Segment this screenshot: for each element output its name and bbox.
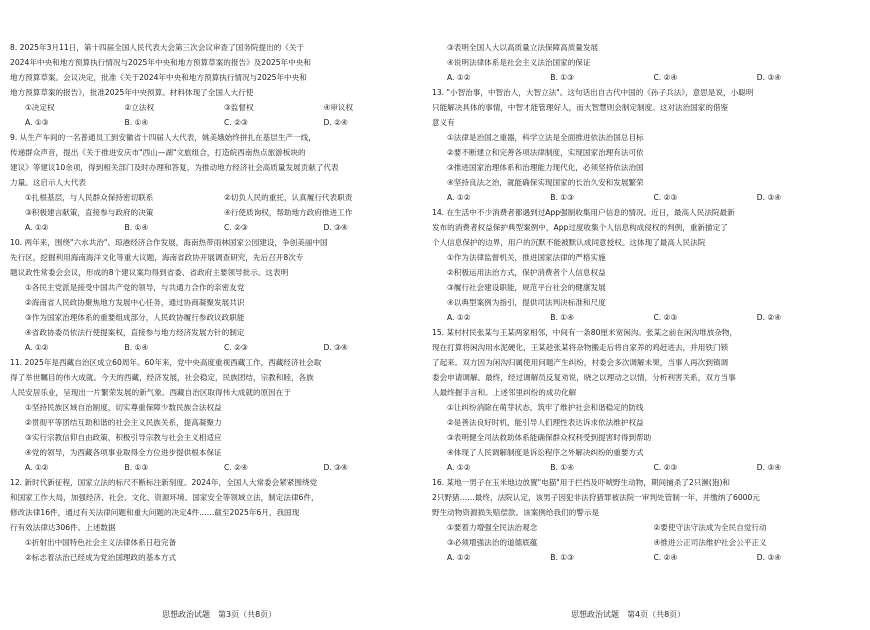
stem-line: 12. 新时代新征程，国家立法的标尺不断标注新刻度。2024年，全国人大常委会紧紧围绕党 [10, 478, 318, 487]
question-14 [432, 205, 860, 325]
option-b: B. ①④ [550, 463, 574, 472]
question-14-options [432, 310, 860, 325]
item: ④省政协委员依法行使提案权，直接参与地方经济发展方针的制定 [25, 328, 245, 337]
question-13-options [432, 190, 860, 205]
option-c: C. ②③ [653, 193, 678, 202]
option-d: D. ③④ [323, 343, 348, 352]
question-14-stem [432, 205, 860, 250]
question-12-stem [10, 475, 423, 535]
option-c: C. ②③ [653, 463, 678, 472]
stem-line: 得了举世瞩目的伟大成就。今天的西藏，经济发展，社会稳定，民族团结，宗教和睦，各族 [10, 373, 314, 382]
question-8 [10, 40, 423, 130]
option-b: B. ①③ [550, 73, 574, 82]
question-12 [10, 475, 423, 565]
stem-line: 传递群众声音，提出《关于推进安庆市"西山—湖"文旅组合，打造皖西南热点旅游板块的 [10, 148, 306, 157]
page-footer-left: 思想政治试题 第3页（共8页） [162, 610, 277, 619]
option-a: A. ①② [447, 463, 471, 472]
item: ②切负人民的重托，认真履行代表职责 [224, 193, 353, 202]
item: ①坚持民族区域自治制度，切实尊重保障少数民族合法权益 [25, 403, 222, 412]
option-b: B. ①④ [550, 313, 574, 322]
option-d: D. ③④ [756, 73, 782, 82]
item: ①决定权 [25, 103, 55, 112]
item: ①各民主党派是接受中国共产党的领导，与共通力合作的亲密友党 [25, 283, 245, 292]
stem-line: 力量。这启示人大代表 [10, 178, 86, 187]
stem-line: 委会申请调解。最终，经过调解员反复劝说，晓之以理动之以情，分析利害关系，双方当事 [432, 373, 736, 382]
question-16 [432, 475, 860, 565]
option-b: B. ①④ [124, 223, 149, 232]
question-10-options [10, 340, 423, 355]
left-page-column [10, 40, 423, 565]
question-11-stem [10, 355, 423, 400]
stem-line: 8. 2025年3月11日，第十四届全国人民代表大会第三次会议审查了国务院提出的《关于 [10, 43, 305, 52]
stem-line: 2只野猪……最终，法院认定，该男子因犯非法狩猎罪被法院一审判处管制一年，并缴纳了6000元 [432, 493, 760, 502]
stem-line: 16. 某地一男子在玉米地边放置"电猫"用于拦挡及吓唬野生动物，期间捕杀了2只濒(狍)和 [432, 478, 731, 487]
stem-line: 地方预算草案的报告》，批准2025年中央预算。材料体现了全国人大行使 [10, 88, 254, 97]
question-9-items-row1 [10, 190, 423, 205]
item: ②要不断建立和完善各项法律制度，实现国家治理有法可依 [447, 148, 644, 157]
option-b: B. ①③ [124, 463, 149, 472]
item: ③监督权 [224, 103, 254, 112]
stem-line: 只能解决具体的事情，中智才能管理好人，而大智慧则会制定制度。这对法治国家的借鉴 [432, 103, 729, 112]
stem-line: 行有效法律达306件。上述数据 [10, 523, 116, 532]
option-b: B. ①④ [124, 118, 149, 127]
stem-line: 现在打算将闲沟用水泥硬化，王某趁张某将杂物搬走后将自家养的鸡赶进去，并用铁门锁 [432, 343, 729, 352]
stem-line: 发布的消费者权益保护典型案例中，App过度收集个人信息构成侵权的判例，重新描定了 [432, 223, 728, 232]
item: ④推进公正司法维护社会公平正义 [653, 538, 767, 547]
stem-line: 15. 某村村民张某与王某两家相邻，中间有一条80厘米宽闲沟。张某之前在闲沟堆放杂物， [432, 328, 738, 337]
question-11-options [10, 460, 423, 475]
question-16-stem [432, 475, 860, 520]
option-b: B. ①③ [550, 553, 574, 562]
item: ④体现了人民调解制度是诉讼程序之外解决纠纷的重要方式 [447, 448, 644, 457]
right-page-column [432, 40, 860, 565]
item: ④行使质询权，帮助地方政府推进工作 [224, 208, 353, 217]
question-10-stem [10, 235, 423, 280]
item: ③积极建言献策，直接参与政府的决策 [25, 208, 154, 217]
option-d: D. ③④ [756, 193, 782, 202]
option-d: D. ③④ [323, 223, 348, 232]
item: ①作为法律监督机关，推进国家法律的严格实施 [447, 253, 606, 262]
item: ③推进国家治理体系和治理能力现代化，必须坚持依法治国 [447, 163, 644, 172]
item: ①法律是治国之重器，科学立法是全面推进依法治国总目标 [447, 133, 644, 142]
item: ③必须增强法治的道德底蕴 [447, 538, 538, 547]
stem-line: 和国家工作大局，加强经济、社会、文化、资源环境、国家安全等领域立法，制定法律6件， [10, 493, 319, 502]
item: ③实行宗教信仰自由政策，积极引导宗教与社会主义相适应 [25, 433, 222, 442]
option-d: D. ③④ [323, 463, 348, 472]
option-a: A. ①② [447, 313, 471, 322]
item: ③表明健全司法救助体系能确保群众权利受到提害时得到帮助 [447, 433, 652, 442]
option-d: D. ③④ [756, 463, 782, 472]
item: ②海南省人民政协聚焦地方发展中心任务，通过协商凝聚发展共识 [25, 298, 245, 307]
stem-line: 11. 2025年是西藏自治区成立60周年。60年来，党中央高度重视西藏工作，西藏经济社会取 [10, 358, 322, 367]
question-15 [432, 325, 860, 475]
question-11 [10, 355, 423, 475]
item: ②要使守法守法成为全民自觉行动 [653, 523, 767, 532]
item: ③表明全国人大以高质量立法保障高质量发展 [447, 43, 599, 52]
option-c: C. ②④ [653, 553, 678, 562]
question-16-items-row2 [432, 535, 860, 550]
item: ③履行社会建设职能，规范平台社会的健康发展 [447, 283, 606, 292]
stem-line: 13. "小智治事，中智治人，大智立法"。这句话出自古代中国的《孙子兵法》，意思是说，小聪明 [432, 88, 754, 97]
stem-line: 了起来。双方因为闲沟归属使用问题产生纠纷，村委会多次调解未果，当事人再次到镇调 [432, 358, 729, 367]
stem-line: 人民安居乐业，呈现出一片繁荣发展的新气象。西藏自治区取得伟大成就的原因在于 [10, 388, 291, 397]
stem-line: 人最终握手言和。上述邻里纠纷的成功化解 [432, 388, 577, 397]
stem-line: 10. 两年来，围绕"六水共治"、琼港经济合作发展，海南热带雨林国家公园建设，争创美丽中国 [10, 238, 328, 247]
option-a: A. ①② [447, 193, 471, 202]
option-a: A. ①② [25, 463, 49, 472]
item: ③作为国家治理体系的重要组成部分，人民政协履行参政议政职能 [25, 313, 245, 322]
stem-line: 个人信息保护的边界，用户的沉默不能被默认成同意授权。这体现了最高人民法院 [432, 238, 706, 247]
option-c: C. ②③ [224, 118, 248, 127]
option-d: D. ②④ [756, 313, 782, 322]
item: ②标志着法治已经成为党治国理政的基本方式 [25, 553, 177, 562]
stem-line: 2024年中央和地方预算执行情况与2025年中央和地方预算草案的报告》及2025年中央和 [10, 58, 311, 67]
option-a: A. ①③ [25, 118, 49, 127]
stem-line: 地方预算草案。会议决定，批准《关于2024年中央和地方预算执行情况与2025年中央和 [10, 73, 307, 82]
question-9-options [10, 220, 423, 235]
option-c: C. ②③ [224, 223, 248, 232]
page-footer-right: 思想政治试题 第4页（共8页） [571, 610, 686, 619]
question-10 [10, 235, 423, 355]
option-d: D. ③④ [756, 553, 782, 562]
item: ②立法权 [124, 103, 155, 112]
question-13-stem [432, 85, 860, 130]
option-b: B. ①④ [124, 343, 149, 352]
option-a: A. ①② [25, 223, 49, 232]
item: ②是善法良好时机，能引导人们理性表达诉求依法维护权益 [447, 418, 644, 427]
question-8-options [10, 115, 423, 130]
item: ④审议权 [323, 103, 354, 112]
item: ②贯彻平等团结互助和谐的社会主义民族关系，提高凝聚力 [25, 418, 222, 427]
option-b: B. ①③ [550, 193, 574, 202]
item: ④党的领导，为西藏各项事业取得全方位进步提供根本保证 [25, 448, 222, 457]
option-a: A. ①② [447, 73, 471, 82]
item: ①扎根基层，与人民群众保持密切联系 [25, 193, 154, 202]
item: ①让纠纷消除在萌芽状态，筑牢了维护社会和谐稳定的防线 [447, 403, 644, 412]
question-8-stem [10, 40, 423, 100]
question-8-items [10, 100, 423, 115]
item: ④说明法律体系是社会主义法治国家的保证 [447, 58, 591, 67]
question-15-stem [432, 325, 860, 400]
question-16-options [432, 550, 860, 565]
question-13 [432, 85, 860, 205]
option-a: A. ①② [447, 553, 471, 562]
question-15-options [432, 460, 860, 475]
item: ①折射出中国特色社会主义法律体系日趋完备 [25, 538, 177, 547]
option-c: C. ②④ [224, 463, 248, 472]
stem-line: 野生动物资源损失赔偿款。该案例给我们的警示是 [432, 508, 600, 517]
item: ①要着力增强全民法治观念 [447, 523, 538, 532]
option-d: D. ②④ [323, 118, 348, 127]
stem-line: 意义有 [432, 118, 455, 127]
question-12-continued [432, 40, 860, 85]
question-12-options [432, 70, 860, 85]
question-9 [10, 130, 423, 235]
stem-line: 建议》等建议10余项，得到相关部门及时办理和答复，为推动地方经济社会高质量发展贡献了代表 [10, 163, 339, 172]
option-a: A. ①② [25, 343, 49, 352]
option-c: C. ②④ [653, 73, 678, 82]
option-c: C. ②③ [224, 343, 248, 352]
option-c: C. ②③ [653, 313, 678, 322]
item: ④以典型案例为指引，提供司法判决标准和尺度 [447, 298, 606, 307]
stem-line: 14. 在生活中不少消费者都遇到过App强制收集用户信息的情况。近日，最高人民法院最新 [432, 208, 735, 217]
item: ④坚持良法之治，就能确保实现国家的长治久安和发展繁荣 [447, 178, 644, 187]
stem-line: 题议政性常委会会议，形成的8个建议案均得到省委、省政府主要领导批示。这表明 [10, 268, 289, 277]
stem-line: 9. 从生产车间的一名普通员工到安徽省十四届人大代表，姚美娥始终拼扎在基层生产一线， [10, 133, 316, 142]
question-9-stem [10, 130, 423, 190]
question-16-items-row1 [432, 520, 860, 535]
item: ②积极运用法治方式，保护消费者个人信息权益 [447, 268, 606, 277]
question-9-items-row2 [10, 205, 423, 220]
stem-line: 先行区，挖掘利用海南海洋文化等重大议题，海南省政协开展调查研究，先后召开8次专 [10, 253, 304, 262]
stem-line: 修改法律16件，通过有关法律问题和重大问题的决定4件……截至2025年6月，我国现 [10, 508, 300, 517]
